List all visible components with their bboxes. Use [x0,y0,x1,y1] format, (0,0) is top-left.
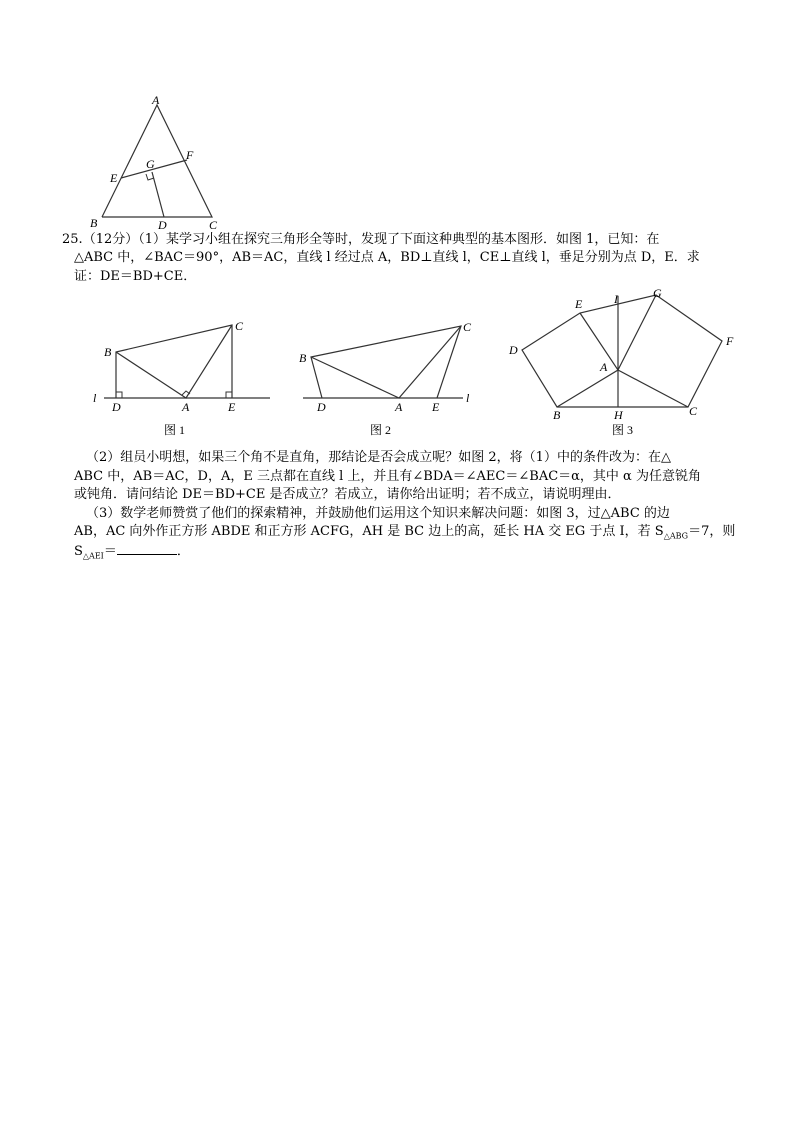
figure-1-caption: 图 1 [164,423,186,437]
part3-line-2: AB，AC 向外作正方形 ABDE 和正方形 ACFG，AH 是 BC 边上的高，延长 HA 交 EG 于点 I，若 $S_{\triangle ABG}=7$，则 [74,524,736,541]
label-b: B [553,408,561,422]
question-25-line-2: △ABC 中，∠BAC＝90°，AB＝AC，直线 l 经过点 A，BD⊥直线 l，CE⊥直线 l，垂足分别为点 D，E．求 [74,250,700,265]
label-h: H [614,408,623,422]
part3-line-3: $S_{\triangle AEI}=$ ． [74,544,190,561]
label-d: D [509,343,518,357]
figure-3 [508,286,734,437]
label-e: E [575,297,583,311]
label-l: l [93,391,97,405]
top-triangle-figure [90,93,218,232]
figure-1 [93,319,270,437]
label-b: B [299,351,307,365]
figure-3-caption: 图 3 [612,423,634,437]
label-a: A [152,93,160,107]
label-a: A [600,360,608,374]
label-c: C [463,320,472,334]
label-e: E [110,171,118,185]
label-d: D [112,400,121,414]
label-c: C [235,319,244,333]
label-b: B [90,216,98,230]
part2-line-3: 或钝角．请问结论 DE＝BD+CE 是否成立？若成立，请你给出证明；若不成立，请说明理由． [74,487,621,502]
question-25-line-3: 证：DE＝BD+CE． [74,269,197,284]
label-e: E [228,400,236,414]
label-a: A [395,400,403,414]
label-g: G [653,286,662,300]
label-d: D [158,218,167,232]
label-g: G [146,157,155,171]
figure-2 [299,320,472,437]
label-e: E [432,400,440,414]
label-i: I [614,292,618,306]
part2-line-1: （2）组员小明想，如果三个角不是直角，那结论是否会成立呢？如图 2，将（1）中的条件改为：在△ [86,450,671,465]
figure-2-caption: 图 2 [370,423,392,437]
label-l: l [466,391,470,405]
answer-blank[interactable] [117,542,177,555]
part3-line-1: （3）数学老师赞赏了他们的探索精神，并鼓励他们运用这个知识来解决问题：如图 3，过△ABC 的边 [86,506,670,521]
label-c: C [689,404,698,418]
question-25-line-1: 25.（12分）（1）某学习小组在探究三角形全等时，发现了下面这种典型的基本图形．如图 1，已知：在 [62,232,660,247]
label-f: F [186,148,194,162]
label-b: B [104,345,112,359]
part2-line-2: ABC 中，AB＝AC，D，A，E 三点都在直线 l 上，并且有∠BDA＝∠AEC＝∠BAC＝α，其中 α 为任意锐角 [74,469,701,484]
label-a: A [182,400,190,414]
label-d: D [317,400,326,414]
label-f: F [726,334,734,348]
label-c: C [209,218,218,232]
